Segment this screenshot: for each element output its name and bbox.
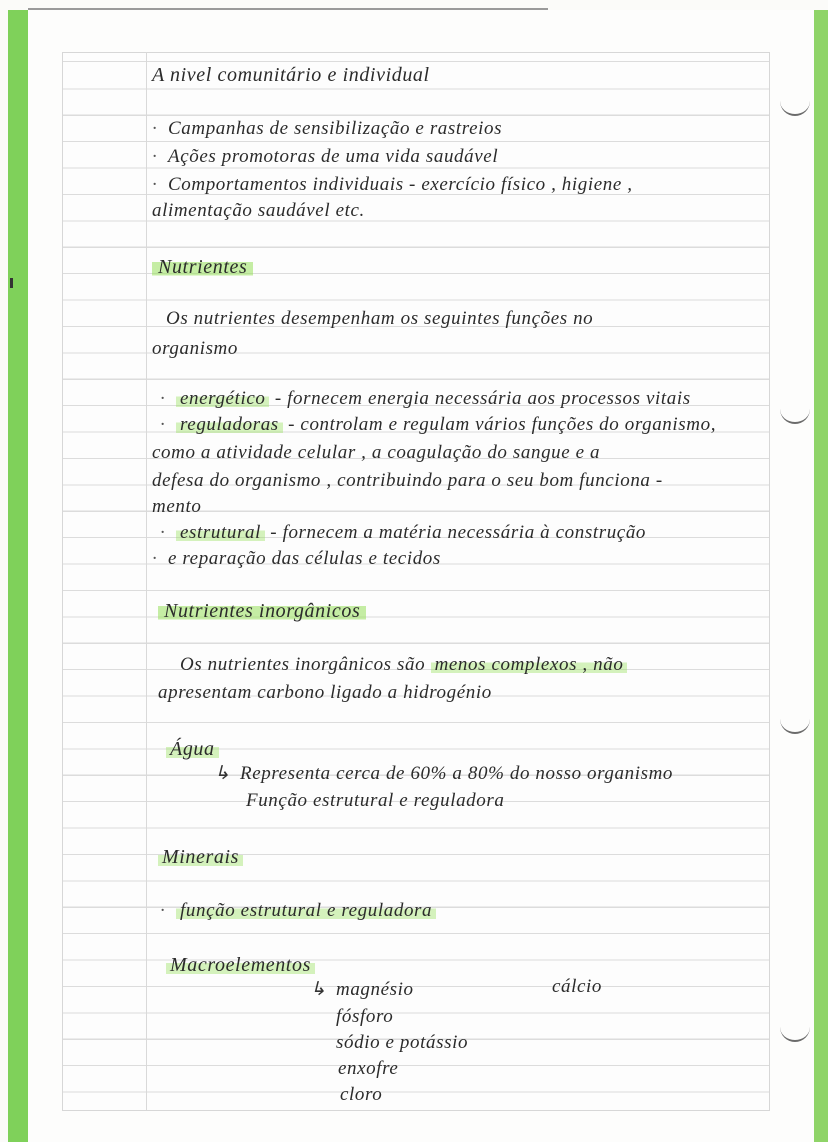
paragraph-line: ↳ Representa cerca de 60% a 80% do nosso organismo <box>214 763 674 784</box>
list-item: fósforo <box>336 1006 394 1027</box>
bullet-icon: · <box>152 174 158 195</box>
left-green-edge <box>8 10 28 1142</box>
bullet-icon: · <box>160 522 166 543</box>
list-item: · Comportamentos individuais - exercício físico , higiene , <box>152 174 633 195</box>
list-item-continuation: alimentação saudável etc. <box>152 200 365 221</box>
list-item: ↳ magnésio <box>310 979 414 1000</box>
paragraph-line: apresentam carbono ligado a hidrogénio <box>158 682 492 703</box>
list-item: cálcio <box>552 976 603 997</box>
paragraph-line: como a atividade celular , a coagulação do sangue e a <box>152 442 601 463</box>
paragraph-line: Os nutrientes inorgânicos são menos complexos , não <box>180 654 627 676</box>
paragraph-line: Função estrutural e reguladora <box>246 790 505 811</box>
bullet-icon: · <box>160 414 166 435</box>
section-heading: Nutrientes <box>152 256 253 279</box>
list-item: cloro <box>340 1084 383 1105</box>
arrow-icon: ↳ <box>214 763 231 784</box>
page-title: A nivel comunitário e individual <box>152 64 430 86</box>
list-item: · Campanhas de sensibilização e rastreios <box>152 118 503 139</box>
list-item: · estrutural - fornecem a matéria necessária à construção <box>160 522 647 543</box>
list-item: · energético - fornecem energia necessária aos processos vitais <box>160 388 691 409</box>
bullet-icon: · <box>152 146 158 167</box>
list-item: enxofre <box>338 1058 399 1079</box>
paragraph-line: defesa do organismo , contribuindo para o seu bom funciona - <box>152 470 663 491</box>
section-heading: Nutrientes inorgânicos <box>158 600 366 623</box>
bullet-icon: · <box>160 388 166 409</box>
margin-line <box>146 52 147 1110</box>
list-item-continuation: · e reparação das células e tecidos <box>152 548 441 569</box>
section-heading: Água <box>166 738 219 761</box>
paragraph-line: mento <box>152 496 202 517</box>
edge-mark <box>10 278 13 288</box>
list-item: sódio e potássio <box>336 1032 469 1053</box>
list-item: · função estrutural e reguladora <box>160 900 436 922</box>
list-item: · Ações promotoras de uma vida saudável <box>152 146 499 167</box>
paragraph-line: organismo <box>152 338 238 359</box>
paragraph-line: Os nutrientes desempenham os seguintes funções no <box>166 308 594 329</box>
right-green-edge <box>814 10 828 1142</box>
arrow-icon: ↳ <box>310 979 327 1000</box>
bullet-icon: · <box>152 118 158 139</box>
section-heading: Macroelementos <box>166 954 315 977</box>
bullet-icon: · <box>160 900 166 921</box>
section-heading: Minerais <box>158 846 243 869</box>
bullet-icon: · <box>152 548 158 569</box>
list-item: · reguladoras - controlam e regulam vários funções do organismo, <box>160 414 717 435</box>
